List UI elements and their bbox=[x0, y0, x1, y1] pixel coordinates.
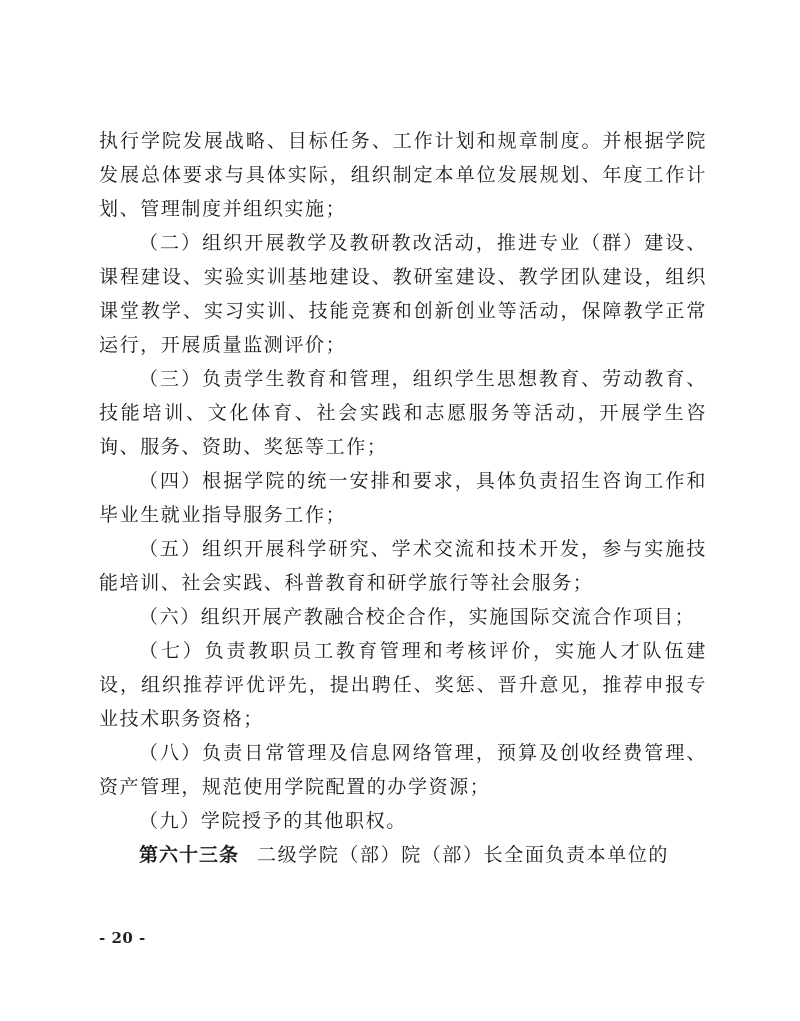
paragraph-item-7: （七）负责教职员工教育管理和考核评价，实施人才队伍建设，组织推荐评优评先，提出聘任、奖惩、晋升意见，推荐申报专业技术职务资格； bbox=[99, 640, 707, 730]
paragraph-continuation: 执行学院发展战略、目标任务、工作计划和规章制度。并根据学院发展总体要求与具体实际，组织制定本单位发展规划、年度工作计划、管理制度并组织实施； bbox=[99, 130, 707, 220]
paragraph-item-4: （四）根据学院的统一安排和要求，具体负责招生咨询工作和毕业生就业指导服务工作； bbox=[99, 470, 707, 526]
article-paragraph bbox=[99, 838, 707, 872]
article-title: 第六十三条 bbox=[139, 844, 240, 866]
article-text: 二级学院（部）院（部）长全面负责本单位的 bbox=[257, 844, 670, 866]
paragraph-item-8: （八）负责日常管理及信息网络管理，预算及创收经费管理、资产管理，规范使用学院配置的办学资源； bbox=[99, 742, 707, 798]
paragraph-item-3: （三）负责学生教育和管理，组织学生思想教育、劳动教育、技能培训、文化体育、社会实践和志愿服务等活动，开展学生咨询、服务、资助、奖惩等工作； bbox=[99, 368, 707, 458]
paragraph-item-2: （二）组织开展教学及教研教改活动，推进专业（群）建设、课程建设、实验实训基地建设、教研室建设、教学团队建设，组织课堂教学、实习实训、技能竞赛和创新创业等活动，保障教学正常运行，开展质量监测评价； bbox=[99, 232, 707, 356]
paragraph-item-6: （六）组织开展产教融合校企合作，实施国际交流合作项目； bbox=[139, 606, 696, 628]
paragraph-item-9: （九）学院授予的其他职权。 bbox=[139, 810, 407, 832]
page-number: - 20 - bbox=[99, 929, 146, 947]
document-body bbox=[99, 124, 707, 872]
paragraph-item-5: （五）组织开展科学研究、学术交流和技术开发，参与实施技能培训、社会实践、科普教育和研学旅行等社会服务； bbox=[99, 538, 707, 594]
